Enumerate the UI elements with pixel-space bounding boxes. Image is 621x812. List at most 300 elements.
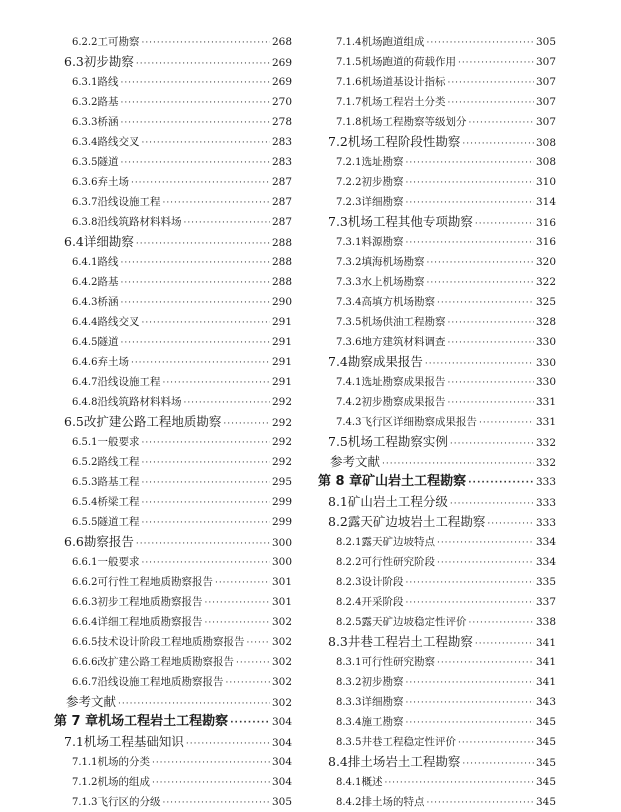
toc-entry-number: 6.5.2 (72, 457, 98, 468)
toc-page-number: 300 (271, 537, 292, 549)
toc-dot-leader (120, 333, 270, 352)
toc-page-number: 287 (271, 196, 292, 208)
toc-entry[interactable] (52, 32, 292, 52)
toc-entry[interactable] (52, 532, 292, 552)
toc-dot-leader (141, 433, 270, 452)
toc-entry[interactable] (52, 472, 292, 492)
toc-entry[interactable] (52, 732, 292, 752)
toc-dot-leader (458, 733, 534, 752)
toc-dot-leader (141, 513, 270, 532)
toc-entry-title: 弃土场 (97, 356, 129, 368)
toc-page-number: 341 (535, 656, 556, 668)
toc-entry[interactable] (316, 532, 556, 552)
toc-references-entry[interactable] (316, 452, 556, 472)
toc-dot-leader (120, 273, 270, 292)
toc-dot-leader (426, 793, 534, 812)
toc-entry[interactable] (316, 632, 556, 652)
toc-dot-leader (405, 593, 534, 612)
toc-entry-number: 6.6.5 (72, 637, 98, 648)
toc-entry-title: 机场道基设计指标 (361, 76, 446, 88)
toc-entry-number: 6.4.6 (72, 357, 98, 368)
toc-entry[interactable] (52, 792, 292, 812)
toc-entry[interactable] (52, 332, 292, 352)
toc-entry[interactable] (52, 52, 292, 72)
toc-entry-title: 初步勘察成果报告 (361, 396, 446, 408)
toc-entry-title: 露天矿边坡特点 (361, 536, 435, 548)
toc-entry-number: 7.4 (328, 354, 348, 369)
toc-entry-number: 6.5.4 (72, 497, 98, 508)
toc-page-number: 283 (271, 136, 292, 148)
toc-entry[interactable] (316, 492, 556, 512)
toc-entry-title: 改扩建公路工程地质勘察报告 (97, 656, 234, 668)
toc-dot-leader (437, 533, 534, 552)
toc-entry-number: 6.4.1 (72, 257, 98, 268)
toc-entry-number: 6.3.3 (72, 117, 98, 128)
toc-dot-leader (405, 713, 534, 732)
toc-entry-title: 路线交叉 (97, 316, 140, 328)
toc-entry-number: 6.6.7 (72, 677, 98, 688)
toc-entry[interactable] (52, 652, 292, 672)
toc-page-number: 304 (271, 756, 292, 768)
toc-chapter-entry[interactable] (52, 712, 292, 732)
toc-entry[interactable] (52, 72, 292, 92)
toc-dot-leader (120, 153, 270, 172)
toc-entry[interactable] (52, 572, 292, 592)
toc-entry-title: 详细工程地质勘察报告 (97, 616, 203, 628)
toc-dot-leader (437, 293, 534, 312)
toc-entry-title: 料源勘察 (361, 236, 404, 248)
toc-entry-number: 6.4.5 (72, 337, 98, 348)
toc-entry-number: 6.3.8 (72, 217, 98, 228)
toc-entry-number: 7.2.3 (336, 197, 362, 208)
toc-entry-number: 7.1.7 (336, 97, 362, 108)
toc-entry[interactable] (316, 152, 556, 172)
toc-dot-leader (458, 53, 534, 72)
toc-page-number: 301 (271, 596, 292, 608)
toc-entry-title: 机场工程勘察实例 (347, 434, 448, 449)
toc-entry[interactable] (316, 252, 556, 272)
toc-entry[interactable] (316, 332, 556, 352)
toc-page-number: 308 (535, 137, 556, 149)
toc-entry-title: 排土场岩土工程勘察 (347, 754, 461, 769)
toc-entry-title: 机场工程勘察等级划分 (361, 116, 467, 128)
toc-entry-title: 沿线筑路材料料场 (97, 216, 182, 228)
toc-entry-title: 高填方机场勘察 (361, 296, 435, 308)
toc-dot-leader (450, 494, 534, 512)
toc-dot-leader (462, 134, 534, 152)
toc-entry-title: 机场工程阶段性勘察 (347, 134, 461, 149)
toc-page-number: 332 (535, 457, 556, 469)
toc-page-number: 325 (535, 296, 556, 308)
toc-entry[interactable] (52, 752, 292, 772)
toc-entry-title: 填海机场勘察 (361, 256, 425, 268)
toc-dot-leader (405, 573, 534, 592)
toc-entry-number: 7.3 (328, 214, 348, 229)
toc-page-number: 316 (535, 217, 556, 229)
toc-entry-title: 地方建筑材料调查 (361, 336, 446, 348)
toc-entry-number: 第 8 章 (318, 474, 363, 489)
toc-entry[interactable] (316, 272, 556, 292)
toc-page-number: 345 (535, 716, 556, 728)
toc-dot-leader (162, 193, 270, 212)
toc-entry-title: 机场供油工程勘察 (361, 316, 446, 328)
toc-entry[interactable] (316, 752, 556, 772)
toc-dot-leader (141, 313, 270, 332)
toc-dot-leader (120, 293, 270, 312)
toc-entry-number: 8.2.2 (336, 557, 362, 568)
toc-dot-leader (131, 173, 270, 192)
toc-page-number: 305 (535, 36, 556, 48)
toc-entry-title: 飞行区的分级 (97, 796, 161, 808)
toc-entry-title: 参考文献 (330, 454, 381, 469)
toc-page-number: 302 (271, 676, 292, 688)
toc-entry[interactable] (316, 32, 556, 52)
toc-entry-title: 沿线筑路材料料场 (97, 396, 182, 408)
toc-page-number: 302 (271, 697, 292, 709)
toc-page-number: 291 (271, 376, 292, 388)
toc-page-number: 278 (271, 116, 292, 128)
toc-entry[interactable] (316, 652, 556, 672)
toc-entry-number: 6.3.6 (72, 177, 98, 188)
toc-entry-number: 6.6.6 (72, 657, 98, 668)
toc-page-number: 283 (271, 156, 292, 168)
toc-entry[interactable] (52, 292, 292, 312)
toc-entry-title: 机场工程岩土工程勘察 (98, 714, 229, 729)
toc-entry[interactable] (316, 312, 556, 332)
toc-entry-number: 6.2.2 (72, 37, 98, 48)
toc-dot-leader (405, 173, 534, 192)
toc-page-number: 288 (271, 276, 292, 288)
toc-dot-leader (450, 434, 534, 452)
toc-entry-number: 7.1.8 (336, 117, 362, 128)
toc-entry-number: 7.1.4 (336, 37, 362, 48)
toc-dot-leader (162, 793, 270, 812)
toc-entry[interactable] (316, 132, 556, 152)
toc-entry[interactable] (316, 172, 556, 192)
toc-entry-title: 勘察报告 (83, 534, 134, 549)
toc-entry[interactable] (316, 692, 556, 712)
toc-page-number: 270 (271, 96, 292, 108)
toc-page-number: 345 (535, 736, 556, 748)
toc-entry-number: 6.6 (64, 534, 84, 549)
toc-entry-title: 详细勘察 (83, 234, 134, 249)
toc-entry-number: 8.3.1 (336, 657, 362, 668)
toc-page-number: 299 (271, 496, 292, 508)
toc-page-number: 338 (535, 616, 556, 628)
toc-entry-number: 7.3.6 (336, 337, 362, 348)
toc-entry-number: 6.6.4 (72, 617, 98, 628)
toc-dot-leader (236, 653, 270, 672)
toc-page-number: 302 (271, 636, 292, 648)
toc-entry[interactable] (316, 612, 556, 632)
toc-page-number: 330 (535, 376, 556, 388)
toc-entry-number: 7.1.6 (336, 77, 362, 88)
toc-page-number: 330 (535, 357, 556, 369)
toc-entry-number: 8.3.3 (336, 697, 362, 708)
toc-entry-number: 6.6.3 (72, 597, 98, 608)
toc-entry-title: 机场工程基础知识 (83, 734, 184, 749)
toc-entry-number: 6.5.5 (72, 517, 98, 528)
toc-entry-number: 7.2.2 (336, 177, 362, 188)
toc-dot-leader (204, 593, 270, 612)
toc-entry-title: 初步勘察 (83, 54, 134, 69)
toc-entry[interactable] (316, 372, 556, 392)
toc-dot-leader (152, 753, 270, 772)
toc-entry-title: 矿山岩土工程勘察 (362, 474, 467, 489)
toc-entry[interactable] (52, 312, 292, 332)
toc-entry-number: 8.3.4 (336, 717, 362, 728)
toc-entry[interactable] (52, 672, 292, 692)
toc-page-number: 290 (271, 296, 292, 308)
toc-entry[interactable] (52, 772, 292, 792)
toc-entry[interactable] (52, 612, 292, 632)
toc-entry-title: 机场的分类 (97, 756, 150, 768)
toc-dot-leader (487, 514, 534, 532)
toc-entry-title: 机场工程其他专项勘察 (347, 214, 473, 229)
toc-dot-leader (475, 214, 534, 232)
toc-entry-number: 8.3.5 (336, 737, 362, 748)
toc-dot-leader (141, 553, 270, 572)
toc-entry[interactable] (52, 632, 292, 652)
toc-entry-number: 7.5 (328, 434, 348, 449)
toc-entry[interactable] (316, 92, 556, 112)
toc-dot-leader (426, 33, 534, 52)
toc-entry-number: 8.2.5 (336, 617, 362, 628)
toc-dot-leader (118, 694, 270, 712)
toc-entry[interactable] (316, 592, 556, 612)
toc-entry-number: 6.6.1 (72, 557, 98, 568)
toc-page-number: 288 (271, 237, 292, 249)
toc-page-number: 341 (535, 637, 556, 649)
toc-entry-number: 7.1.1 (72, 757, 98, 768)
toc-entry-title: 路线 (97, 256, 119, 268)
toc-entry-number: 6.4.8 (72, 397, 98, 408)
toc-page-number: 269 (271, 57, 292, 69)
toc-dot-leader (120, 73, 270, 92)
toc-entry[interactable] (316, 52, 556, 72)
toc-entry-number: 7.3.4 (336, 297, 362, 308)
toc-page-number: 345 (535, 757, 556, 769)
toc-entry-title: 机场跑道的荷载作用 (361, 56, 456, 68)
toc-entry-title: 一般要求 (97, 556, 140, 568)
toc-entry-title: 勘察成果报告 (347, 354, 423, 369)
toc-entry-title: 露天矿边坡岩土工程勘察 (347, 514, 486, 529)
toc-dot-leader (141, 493, 270, 512)
toc-entry[interactable] (316, 732, 556, 752)
toc-dot-leader (405, 693, 534, 712)
toc-entry-number: 6.5 (64, 414, 84, 429)
toc-entry[interactable] (52, 112, 292, 132)
toc-references-entry[interactable] (52, 692, 292, 712)
toc-dot-leader (141, 33, 270, 52)
toc-entry[interactable] (316, 772, 556, 792)
toc-entry-title: 可行性工程地质勘察报告 (97, 576, 213, 588)
toc-entry-title: 沿线设施工程 (97, 376, 161, 388)
toc-entry-number: 7.1.5 (336, 57, 362, 68)
toc-entry-title: 桥梁工程 (97, 496, 140, 508)
toc-entry[interactable] (52, 252, 292, 272)
toc-entry-title: 初步勘察 (361, 676, 404, 688)
toc-entry-title: 初步勘察 (361, 176, 404, 188)
toc-entry-title: 桥涵 (97, 116, 119, 128)
toc-page-number: 331 (535, 396, 556, 408)
toc-entry[interactable] (52, 592, 292, 612)
toc-entry[interactable] (52, 232, 292, 252)
toc-dot-leader (479, 413, 534, 432)
toc-dot-leader (382, 454, 534, 472)
toc-entry-title: 可行性研究勘察 (361, 656, 435, 668)
toc-page-number: 307 (535, 116, 556, 128)
toc-page-number: 345 (535, 776, 556, 788)
toc-entry[interactable] (52, 152, 292, 172)
toc-page-number: 337 (535, 596, 556, 608)
toc-page-number: 343 (535, 696, 556, 708)
toc-entry-title: 施工勘察 (361, 716, 404, 728)
toc-chapter-entry[interactable] (316, 472, 556, 492)
toc-dot-leader (136, 534, 270, 552)
toc-entry-number: 8.3 (328, 634, 348, 649)
toc-dot-leader (384, 773, 534, 792)
toc-entry-number: 7.3.3 (336, 277, 362, 288)
toc-page-number: 299 (271, 516, 292, 528)
toc-dot-leader (162, 373, 270, 392)
toc-entry[interactable] (316, 392, 556, 412)
toc-entry[interactable] (316, 212, 556, 232)
toc-entry-title: 井巷工程稳定性评价 (361, 736, 456, 748)
toc-entry-title: 飞行区详细勘察成果报告 (361, 416, 477, 428)
toc-dot-leader (468, 113, 534, 132)
toc-entry[interactable] (316, 572, 556, 592)
toc-page-number: 301 (271, 576, 292, 588)
toc-entry-number: 7.4.1 (336, 377, 362, 388)
toc-page-number: 287 (271, 176, 292, 188)
toc-dot-leader (120, 93, 270, 112)
toc-page-number: 269 (271, 76, 292, 88)
toc-page-number: 345 (535, 796, 556, 808)
toc-entry-title: 隧道工程 (97, 516, 140, 528)
toc-entry[interactable] (52, 212, 292, 232)
toc-entry[interactable] (52, 372, 292, 392)
toc-entry[interactable] (316, 432, 556, 452)
toc-page-number: 305 (271, 796, 292, 808)
toc-dot-leader (447, 393, 534, 412)
toc-dot-leader (141, 473, 270, 492)
toc-dot-leader (183, 393, 270, 412)
toc-entry-number: 6.4.7 (72, 377, 98, 388)
toc-page-number: 335 (535, 576, 556, 588)
toc-entry[interactable] (52, 432, 292, 452)
toc-entry-number: 6.3.5 (72, 157, 98, 168)
toc-entry[interactable] (316, 112, 556, 132)
toc-entry-number: 6.4.2 (72, 277, 98, 288)
toc-dot-leader (204, 613, 270, 632)
toc-entry-title: 改扩建公路工程地质勘察 (83, 414, 222, 429)
toc-entry[interactable] (316, 192, 556, 212)
toc-entry[interactable] (52, 132, 292, 152)
toc-right-column (316, 32, 556, 812)
toc-entry[interactable] (52, 492, 292, 512)
toc-dot-leader (405, 233, 534, 252)
toc-entry[interactable] (316, 672, 556, 692)
toc-entry[interactable] (52, 552, 292, 572)
toc-entry-number: 7.3.2 (336, 257, 362, 268)
toc-page-number: 292 (271, 456, 292, 468)
toc-page-number: 302 (271, 656, 292, 668)
toc-dot-leader (223, 414, 270, 432)
toc-entry-title: 露天矿边坡稳定性评价 (361, 616, 467, 628)
toc-page-number: 291 (271, 356, 292, 368)
toc-entry[interactable] (316, 352, 556, 372)
toc-entry[interactable] (52, 272, 292, 292)
toc-entry-title: 排土场的特点 (361, 796, 425, 808)
toc-entry[interactable] (316, 412, 556, 432)
toc-entry[interactable] (52, 512, 292, 532)
toc-entry-title: 矿山岩土工程分级 (347, 494, 448, 509)
toc-page-number: 287 (271, 216, 292, 228)
toc-entry[interactable] (52, 392, 292, 412)
toc-left-column (52, 32, 292, 812)
toc-entry[interactable] (52, 192, 292, 212)
toc-entry-number: 7.3.1 (336, 237, 362, 248)
toc-entry[interactable] (52, 452, 292, 472)
toc-page-number: 291 (271, 316, 292, 328)
toc-entry-title: 水上机场勘察 (361, 276, 425, 288)
toc-entry[interactable] (316, 232, 556, 252)
toc-entry-title: 工可勘察 (97, 36, 140, 48)
toc-entry-number: 6.3 (64, 54, 84, 69)
toc-entry[interactable] (316, 552, 556, 572)
toc-entry[interactable] (52, 172, 292, 192)
toc-page-number: 304 (271, 716, 292, 728)
toc-entry[interactable] (316, 792, 556, 812)
toc-dot-leader (405, 153, 534, 172)
toc-entry-title: 机场跑道组成 (361, 36, 425, 48)
toc-entry-number: 6.4.4 (72, 317, 98, 328)
toc-dot-leader (136, 54, 270, 72)
toc-entry[interactable] (316, 712, 556, 732)
toc-dot-leader (246, 633, 270, 652)
toc-entry-title: 选址勘察 (361, 156, 404, 168)
toc-entry[interactable] (316, 72, 556, 92)
toc-entry[interactable] (316, 512, 556, 532)
toc-dot-leader (136, 234, 270, 252)
toc-entry-number: 7.4.3 (336, 417, 362, 428)
toc-page-number: 331 (535, 416, 556, 428)
toc-entry-title: 一般要求 (97, 436, 140, 448)
toc-entry-number: 6.5.3 (72, 477, 98, 488)
toc-entry-title: 路基 (97, 276, 119, 288)
toc-entry[interactable] (52, 352, 292, 372)
toc-dot-leader (141, 133, 270, 152)
toc-dot-leader (141, 453, 270, 472)
toc-entry-number: 8.2 (328, 514, 348, 529)
toc-dot-leader (120, 113, 270, 132)
toc-dot-leader (468, 613, 534, 632)
toc-page-number: 341 (535, 676, 556, 688)
toc-entry-title: 可行性研究阶段 (361, 556, 435, 568)
toc-entry-number: 8.2.3 (336, 577, 362, 588)
toc-dot-leader (447, 373, 534, 392)
toc-page-number: 328 (535, 316, 556, 328)
toc-entry[interactable] (52, 92, 292, 112)
toc-dot-leader (405, 673, 534, 692)
toc-page-number: 314 (535, 196, 556, 208)
toc-entry[interactable] (316, 292, 556, 312)
toc-page-number: 308 (535, 156, 556, 168)
toc-dot-leader (447, 313, 534, 332)
toc-entry-number: 7.2.1 (336, 157, 362, 168)
toc-entry[interactable] (52, 412, 292, 432)
